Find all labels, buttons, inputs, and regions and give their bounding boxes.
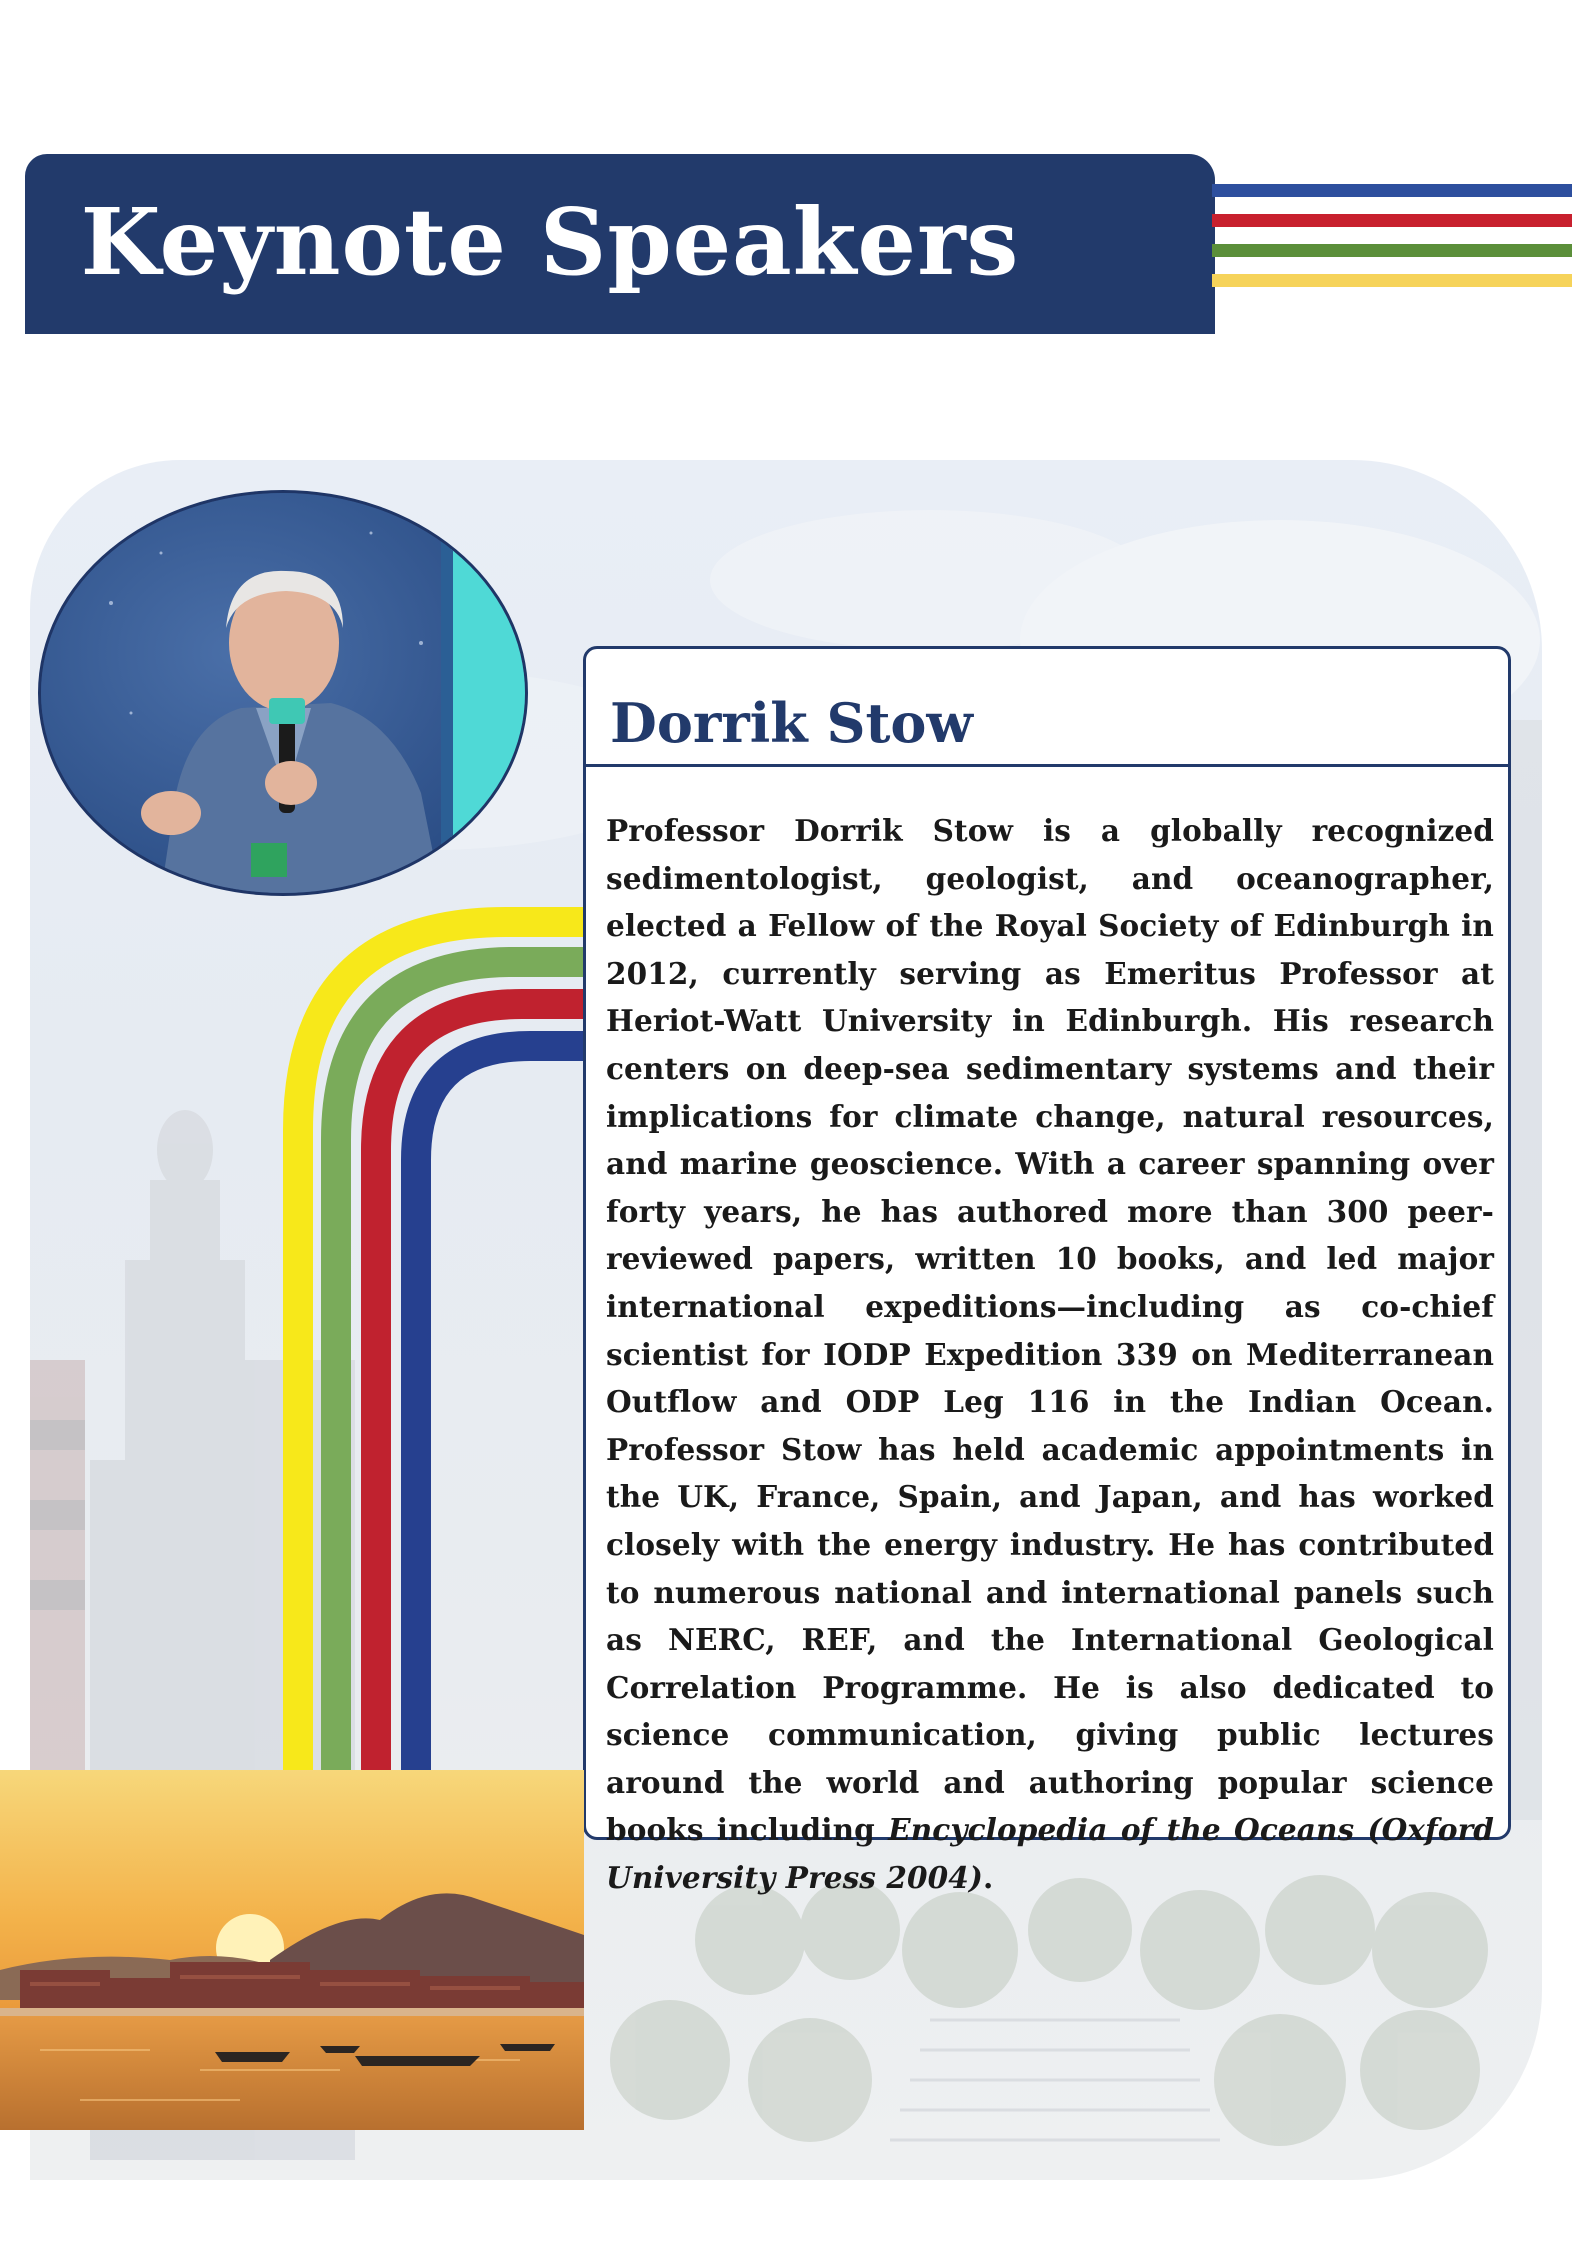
speaker-biography	[606, 807, 1494, 1902]
bio-text: Professor Dorrik Stow is a globally recognized sedimentologist, geologist, and oceanographer, elected a Fellow of the Royal Society of Edinburgh in 2012, currently serving as Emeritus Professor at Heriot-Watt University in Edinburgh. His research centers on deep-sea sedimentary systems and their implications for climate change, natural resources, and marine geoscience. With a career spanning over forty years, he has authored more than 300 peer-reviewed papers, written 10 books, and led major international expeditions—including as co-chief scientist for IODP Expedition 339 on Mediterranean Outflow and ODP Leg 116 in the Indian Ocean. Professor Stow has held academic appointments in the UK, France, Spain, and Japan, and has worked closely with the energy industry. He has contributed to numerous national and international panels such as NERC, REF, and the International Geological Correlation Programme. He is also dedicated to science communication, giving public lectures around the world and authoring popular science books including	[606, 813, 1494, 1848]
stripe-yellow	[1212, 274, 1572, 287]
speaker-portrait-illustration	[41, 493, 525, 893]
bio-end: .	[982, 1860, 994, 1896]
speaker-name-header	[586, 649, 1508, 767]
rainbow-arcs-decoration	[280, 890, 600, 1790]
speaker-name: Dorrik Stow	[610, 691, 973, 755]
speaker-photo	[38, 490, 528, 896]
header-banner	[25, 154, 1215, 334]
page-title: Keynote Speakers	[80, 188, 1020, 296]
stripe-red	[1212, 214, 1572, 227]
bio-book-title: Encyclopedia of the Oceans (Oxford University Press 2004)	[606, 1812, 1494, 1896]
stripe-blue	[1212, 184, 1572, 197]
stripe-green	[1212, 244, 1572, 257]
speaker-bio-card	[583, 646, 1511, 1896]
sunset-illustration	[0, 1770, 584, 2130]
campus-sunset-photo	[0, 1770, 584, 2130]
